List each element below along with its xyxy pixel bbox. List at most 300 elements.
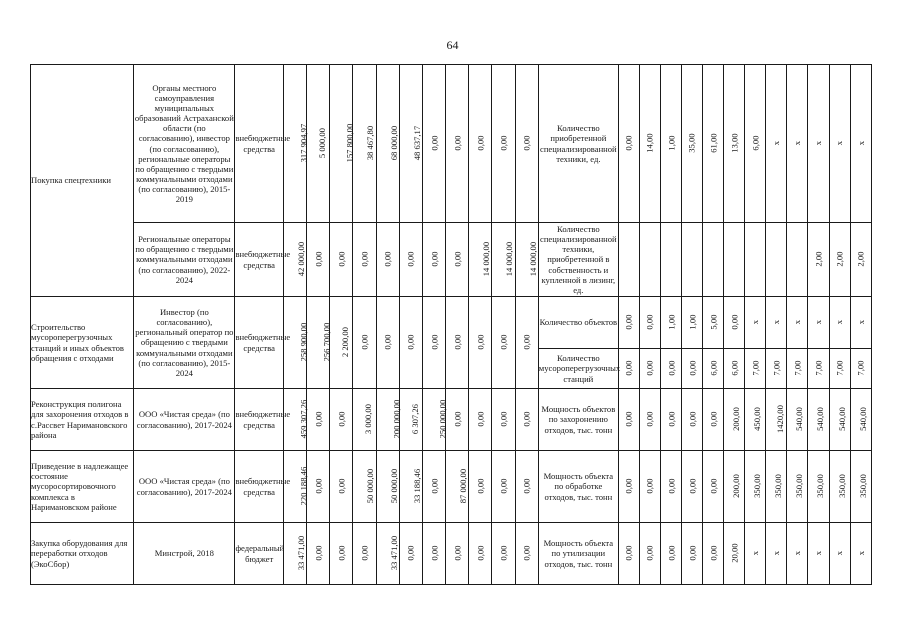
- indicator-value-cell: [703, 349, 724, 389]
- indicator-value-cell: [724, 65, 745, 223]
- finance-value: 0,00: [475, 478, 486, 495]
- indicator-value-cell: [724, 223, 745, 297]
- finance-value: 0,00: [336, 478, 347, 495]
- indicator-value: 13,00: [729, 133, 740, 154]
- indicator-value-cell: [661, 451, 682, 523]
- indicator-value-cell: [850, 349, 871, 389]
- indicator-value: 350,00: [773, 474, 784, 499]
- indicator-value: 7,00: [750, 360, 761, 377]
- finance-cell: [422, 65, 445, 223]
- finance-value: 0,00: [452, 545, 463, 562]
- indicator-value-cell: [639, 451, 660, 523]
- indicator-value-cell: [724, 451, 745, 523]
- indicator-value-cell: [618, 223, 639, 297]
- indicator-value-cell: [787, 349, 808, 389]
- indicator-value-cell: [661, 65, 682, 223]
- indicator-value-cell: [745, 451, 766, 523]
- finance-value: 0,00: [313, 411, 324, 428]
- indicator-value: 7,00: [813, 360, 824, 377]
- finance-value: 0,00: [428, 135, 439, 152]
- indicator-value-cell: [766, 223, 787, 297]
- finance-cell: [307, 65, 330, 223]
- executor-org: Органы местного самоуправления муниципальных образований Астраханской области (по согласованию), инвестор (по согласованию), региональные операторы по обращению с твердыми коммунальными отходами (по согласованию), 2015-2019: [134, 65, 235, 223]
- indicator-value: 7,00: [771, 360, 782, 377]
- indicator-value-cell: [850, 223, 871, 297]
- indicator-value-cell: [618, 349, 639, 389]
- finance-cell: [469, 523, 492, 585]
- indicator-value-cell: [829, 65, 850, 223]
- finance-cell: [353, 65, 376, 223]
- finance-value: 0,00: [313, 251, 324, 268]
- measure-name: Покупка спецтехники: [31, 65, 134, 297]
- indicator-name: Количество приобретенной специализированной техники, ед.: [538, 65, 618, 223]
- finance-value: 250 000,00: [437, 400, 448, 439]
- indicator-value: 0,00: [687, 360, 698, 377]
- indicator-value-cell: [745, 65, 766, 223]
- finance-cell: [446, 523, 469, 585]
- indicator-value: x: [771, 551, 782, 556]
- indicator-value-cell: [850, 389, 871, 451]
- measure-name: Закупка оборудования для переработки отходов (ЭкоСбор): [31, 523, 134, 585]
- executor-org: Региональные операторы по обращению с твердыми коммунальными отходами (по согласованию), 2022-2024: [134, 223, 235, 297]
- indicator-value: x: [834, 551, 845, 556]
- finance-cell: [353, 523, 376, 585]
- finance-value: 0,00: [498, 135, 509, 152]
- indicator-value-cell: [618, 451, 639, 523]
- finance-value: 317 904,97: [298, 124, 309, 163]
- indicator-value-cell: [787, 451, 808, 523]
- indicator-value: 0,00: [708, 411, 719, 428]
- finance-value: 2 200,00: [340, 327, 351, 358]
- finance-value: 0,00: [452, 135, 463, 152]
- finance-value: 157 800,00: [344, 124, 355, 163]
- indicator-value-cell: [745, 223, 766, 297]
- indicator-value-cell: [661, 297, 682, 349]
- indicator-value-cell: [808, 451, 829, 523]
- indicator-value: x: [855, 141, 866, 146]
- indicator-value: 20,00: [729, 543, 740, 564]
- indicator-value-cell: [618, 65, 639, 223]
- finance-cell: [446, 65, 469, 223]
- finance-value: 0,00: [359, 545, 370, 562]
- indicator-name: Количество объектов: [538, 297, 618, 349]
- finance-value: 68 000,00: [388, 126, 399, 161]
- indicator-value: 350,00: [794, 474, 805, 499]
- indicator-value-cell: [639, 523, 660, 585]
- indicator-value: 7,00: [834, 360, 845, 377]
- indicator-value-cell: [639, 349, 660, 389]
- program-measures-table: [30, 64, 872, 585]
- finance-cell: [492, 297, 515, 389]
- finance-value: 33 188,46: [411, 469, 422, 504]
- finance-value: 258 900,00: [298, 323, 309, 362]
- indicator-value-cell: [829, 349, 850, 389]
- indicator-value: 0,00: [665, 478, 676, 495]
- finance-cell: [399, 451, 422, 523]
- finance-cell: [399, 65, 422, 223]
- indicator-value-cell: [808, 349, 829, 389]
- indicator-value: 14,00: [644, 133, 655, 154]
- finance-cell: [446, 223, 469, 297]
- finance-cell: [330, 65, 353, 223]
- indicator-value-cell: [745, 389, 766, 451]
- indicator-value-cell: [682, 451, 703, 523]
- indicator-value-cell: [724, 349, 745, 389]
- indicator-value: 0,00: [708, 545, 719, 562]
- finance-value: 0,00: [498, 334, 509, 351]
- indicator-value-cell: [766, 297, 787, 349]
- indicator-value: 0,00: [729, 314, 740, 331]
- finance-value: 33 471,00: [388, 536, 399, 571]
- indicator-value: 0,00: [623, 314, 634, 331]
- indicator-value: 200,00: [730, 407, 741, 432]
- funding-source: внебюджетные средства: [235, 451, 283, 523]
- finance-value: 0,00: [359, 251, 370, 268]
- indicator-value-cell: [787, 523, 808, 585]
- finance-value: 0,00: [405, 251, 416, 268]
- funding-source: внебюджетные средства: [235, 223, 283, 297]
- executor-org: Минстрой, 2018: [134, 523, 235, 585]
- finance-cell: [283, 65, 309, 223]
- indicator-value: 0,00: [665, 411, 676, 428]
- finance-value: 38 467,80: [365, 126, 376, 161]
- finance-value: 6 307,26: [409, 404, 420, 435]
- finance-cell: [376, 523, 399, 585]
- indicator-value: x: [834, 141, 845, 146]
- finance-cell: [492, 451, 515, 523]
- indicator-value-cell: [850, 65, 871, 223]
- indicator-value-cell: [682, 523, 703, 585]
- finance-cell: [399, 523, 422, 585]
- finance-value: 50 000,00: [365, 469, 376, 504]
- finance-value: 0,00: [521, 545, 532, 562]
- finance-cell: [492, 523, 515, 585]
- indicator-value: 0,00: [644, 360, 655, 377]
- indicator-value-cell: [829, 297, 850, 349]
- indicator-value: 350,00: [752, 474, 763, 499]
- indicator-value-cell: [745, 297, 766, 349]
- finance-cell: [376, 297, 399, 389]
- finance-value: 5 000,00: [317, 128, 328, 159]
- indicator-value-cell: [639, 297, 660, 349]
- indicator-value: 6,00: [750, 135, 761, 152]
- indicator-value-cell: [682, 389, 703, 451]
- indicator-value: x: [813, 141, 824, 146]
- finance-cell: [330, 389, 353, 451]
- funding-source: федеральный бюджет: [235, 523, 283, 585]
- finance-value: 0,00: [475, 135, 486, 152]
- indicator-value: x: [834, 320, 845, 325]
- indicator-value-cell: [661, 389, 682, 451]
- indicator-value: 0,00: [644, 411, 655, 428]
- indicator-value-cell: [703, 223, 724, 297]
- indicator-value: 0,00: [644, 545, 655, 562]
- indicator-value: 540,00: [794, 407, 805, 432]
- indicator-value-cell: [661, 349, 682, 389]
- indicator-value: 200,00: [730, 474, 741, 499]
- indicator-value-cell: [808, 523, 829, 585]
- finance-value: 0,00: [428, 334, 439, 351]
- indicator-value: 0,00: [708, 478, 719, 495]
- finance-cell: [446, 297, 469, 389]
- executor-org: ООО «Чистая среда» (по согласованию), 2017-2024: [134, 389, 235, 451]
- finance-cell: [399, 389, 422, 451]
- funding-source: внебюджетные средства: [235, 297, 283, 389]
- finance-value: 0,00: [428, 251, 439, 268]
- indicator-value-cell: [787, 65, 808, 223]
- finance-cell: [330, 223, 353, 297]
- finance-value: 87 000,00: [458, 469, 469, 504]
- executor-org: ООО «Чистая среда» (по согласованию), 2017-2024: [134, 451, 235, 523]
- finance-cell: [515, 523, 538, 585]
- indicator-value: x: [855, 320, 866, 325]
- finance-cell: [515, 223, 538, 297]
- indicator-value: x: [792, 141, 803, 146]
- indicator-value: 61,00: [708, 133, 719, 154]
- indicator-value-cell: [829, 451, 850, 523]
- finance-value: 14 000,00: [504, 242, 515, 277]
- table-row: [31, 223, 872, 297]
- finance-cell: [330, 451, 353, 523]
- finance-cell: [283, 297, 309, 389]
- indicator-value: 2,00: [813, 251, 824, 268]
- indicator-value: 1,00: [665, 135, 676, 152]
- table-row: [31, 389, 872, 451]
- finance-value: 0,00: [405, 545, 416, 562]
- indicator-value-cell: [682, 349, 703, 389]
- finance-cell: [307, 389, 330, 451]
- finance-cell: [446, 389, 469, 451]
- finance-value: 220 188,46: [298, 467, 309, 506]
- indicator-value-cell: [787, 297, 808, 349]
- finance-value: 0,00: [336, 411, 347, 428]
- finance-value: 0,00: [336, 545, 347, 562]
- finance-value: 0,00: [475, 411, 486, 428]
- indicator-value-cell: [766, 451, 787, 523]
- funding-source: внебюджетные средства: [235, 65, 283, 223]
- indicator-value: 450,00: [752, 407, 763, 432]
- indicator-value: 0,00: [665, 545, 676, 562]
- measure-name: Реконструкция полигона для захоронения отходов в с.Рассвет Наримановского района: [31, 389, 134, 451]
- finance-cell: [422, 451, 445, 523]
- indicator-value-cell: [682, 297, 703, 349]
- finance-cell: [492, 389, 515, 451]
- finance-value: 0,00: [452, 411, 463, 428]
- indicator-value-cell: [724, 389, 745, 451]
- finance-cell: [469, 65, 492, 223]
- indicator-value-cell: [808, 297, 829, 349]
- indicator-name: Мощность объектов по захоронению отходов, тыс. тонн: [538, 389, 618, 451]
- finance-value: 0,00: [521, 334, 532, 351]
- indicator-value-cell: [618, 523, 639, 585]
- finance-cell: [469, 297, 492, 389]
- indicator-value: 2,00: [855, 251, 866, 268]
- indicator-value-cell: [829, 389, 850, 451]
- measure-name: Строительство мусороперегрузочных станций и иных объектов обращения с отходами: [31, 297, 134, 389]
- finance-value: 33 471,00: [296, 536, 307, 571]
- finance-cell: [353, 297, 376, 389]
- indicator-value-cell: [724, 523, 745, 585]
- indicator-value-cell: [703, 523, 724, 585]
- finance-value: 0,00: [313, 478, 324, 495]
- indicator-value: 1,00: [687, 314, 698, 331]
- indicator-name: Мощность объекта по обработке отходов, тыс. тонн: [538, 451, 618, 523]
- indicator-value: 0,00: [687, 545, 698, 562]
- indicator-value: 0,00: [623, 411, 634, 428]
- indicator-value-cell: [808, 65, 829, 223]
- indicator-value: 540,00: [857, 407, 868, 432]
- indicator-value: x: [813, 320, 824, 325]
- finance-value: 0,00: [382, 334, 393, 351]
- indicator-value: 0,00: [623, 135, 634, 152]
- indicator-value-cell: [639, 65, 660, 223]
- finance-value: 42 000,00: [296, 242, 307, 277]
- finance-cell: [307, 451, 330, 523]
- finance-value: 0,00: [359, 334, 370, 351]
- indicator-name: Количество специализированной техники, приобретенной в собственность и купленной в лизинг, ед.: [540, 224, 617, 295]
- finance-value: 0,00: [336, 251, 347, 268]
- indicator-value: 7,00: [855, 360, 866, 377]
- table-row: [31, 523, 872, 585]
- indicator-value: 350,00: [815, 474, 826, 499]
- finance-value: 0,00: [498, 545, 509, 562]
- indicator-value-cell: [703, 65, 724, 223]
- finance-cell: [446, 451, 469, 523]
- indicator-value-cell: [703, 451, 724, 523]
- indicator-value: 350,00: [836, 474, 847, 499]
- indicator-value: x: [771, 320, 782, 325]
- indicator-value-cell: [829, 223, 850, 297]
- indicator-value-cell: [618, 297, 639, 349]
- indicator-value: 0,00: [687, 478, 698, 495]
- finance-cell: [330, 297, 353, 389]
- finance-cell: [307, 523, 330, 585]
- indicator-value-cell: [639, 223, 660, 297]
- indicator-value: 7,00: [792, 360, 803, 377]
- executor-org: Инвестор (по согласованию), региональный оператор по обращению с твердыми коммунальными отходами (по согласованию), 2015-2024: [134, 297, 235, 389]
- finance-value: 0,00: [498, 478, 509, 495]
- finance-value: 0,00: [521, 478, 532, 495]
- finance-value: 200 000,00: [390, 400, 401, 439]
- indicator-value: 0,00: [623, 478, 634, 495]
- indicator-value: 2,00: [834, 251, 845, 268]
- indicator-value-cell: [787, 223, 808, 297]
- indicator-value-cell: [618, 389, 639, 451]
- indicator-value: x: [792, 320, 803, 325]
- finance-cell: [469, 451, 492, 523]
- indicator-value-cell: [661, 523, 682, 585]
- table-row: [31, 297, 872, 349]
- finance-cell: [376, 65, 399, 223]
- indicator-value: 6,00: [708, 360, 719, 377]
- finance-value: 459 307,26: [298, 400, 309, 439]
- finance-value: 3 000,00: [363, 404, 374, 435]
- finance-cell: [422, 297, 445, 389]
- indicator-value: 350,00: [857, 474, 868, 499]
- finance-value: 0,00: [428, 545, 439, 562]
- indicator-value-cell: [829, 523, 850, 585]
- finance-value: 0,00: [521, 411, 532, 428]
- indicator-value: 0,00: [644, 314, 655, 331]
- finance-value: 14 000,00: [481, 242, 492, 277]
- table-row: [31, 65, 872, 223]
- indicator-value-cell: [724, 297, 745, 349]
- finance-value: 256 700,00: [321, 323, 332, 362]
- indicator-value-cell: [850, 523, 871, 585]
- indicator-value-cell: [682, 65, 703, 223]
- indicator-value: 540,00: [815, 407, 826, 432]
- finance-cell: [307, 297, 330, 389]
- indicator-value: 0,00: [623, 545, 634, 562]
- finance-cell: [422, 223, 445, 297]
- finance-value: 0,00: [475, 334, 486, 351]
- finance-cell: [283, 451, 309, 523]
- finance-cell: [515, 297, 538, 389]
- finance-cell: [399, 297, 422, 389]
- indicator-value: 5,00: [708, 314, 719, 331]
- finance-cell: [492, 65, 515, 223]
- finance-cell: [422, 389, 448, 451]
- indicator-value: x: [855, 551, 866, 556]
- indicator-value-cell: [639, 389, 660, 451]
- finance-value: 0,00: [521, 135, 532, 152]
- indicator-value-cell: [787, 389, 808, 451]
- indicator-value-cell: [745, 523, 766, 585]
- finance-cell: [283, 523, 306, 585]
- finance-cell: [492, 223, 515, 297]
- finance-value: 0,00: [428, 478, 439, 495]
- indicator-value: x: [813, 551, 824, 556]
- indicator-name: Мощность объекта по утилизации отходов, тыс. тонн: [538, 523, 618, 585]
- finance-cell: [422, 523, 445, 585]
- indicator-value-cell: [682, 223, 703, 297]
- finance-cell: [376, 451, 399, 523]
- finance-value: 0,00: [313, 545, 324, 562]
- indicator-value: 6,00: [729, 360, 740, 377]
- indicator-value-cell: [703, 297, 724, 349]
- finance-cell: [515, 389, 538, 451]
- indicator-value-cell: [808, 223, 829, 297]
- indicator-value: 1,00: [665, 314, 676, 331]
- indicator-value: x: [771, 141, 782, 146]
- indicator-value: x: [792, 551, 803, 556]
- indicator-value-cell: [766, 65, 787, 223]
- indicator-value: x: [750, 320, 761, 325]
- indicator-value-cell: [703, 389, 724, 451]
- finance-cell: [469, 223, 492, 297]
- finance-cell: [376, 223, 399, 297]
- indicator-value: 35,00: [687, 133, 698, 154]
- page-number: 64: [446, 38, 459, 52]
- finance-value: 50 000,00: [388, 469, 399, 504]
- finance-cell: [353, 389, 376, 451]
- finance-value: 0,00: [405, 334, 416, 351]
- indicator-value-cell: [766, 349, 787, 389]
- indicator-value-cell: [661, 223, 682, 297]
- indicator-value: 540,00: [836, 407, 847, 432]
- indicator-value: 1420,00: [775, 405, 786, 434]
- finance-value: 0,00: [382, 251, 393, 268]
- indicator-value-cell: [766, 523, 787, 585]
- indicator-name: Количество мусороперегрузочных станций: [538, 349, 618, 389]
- finance-cell: [307, 223, 330, 297]
- funding-source: внебюджетные средства: [235, 389, 283, 451]
- finance-cell: [515, 451, 538, 523]
- finance-cell: [353, 451, 376, 523]
- finance-value: 0,00: [475, 545, 486, 562]
- table-row: [31, 451, 872, 523]
- indicator-value-cell: [850, 297, 871, 349]
